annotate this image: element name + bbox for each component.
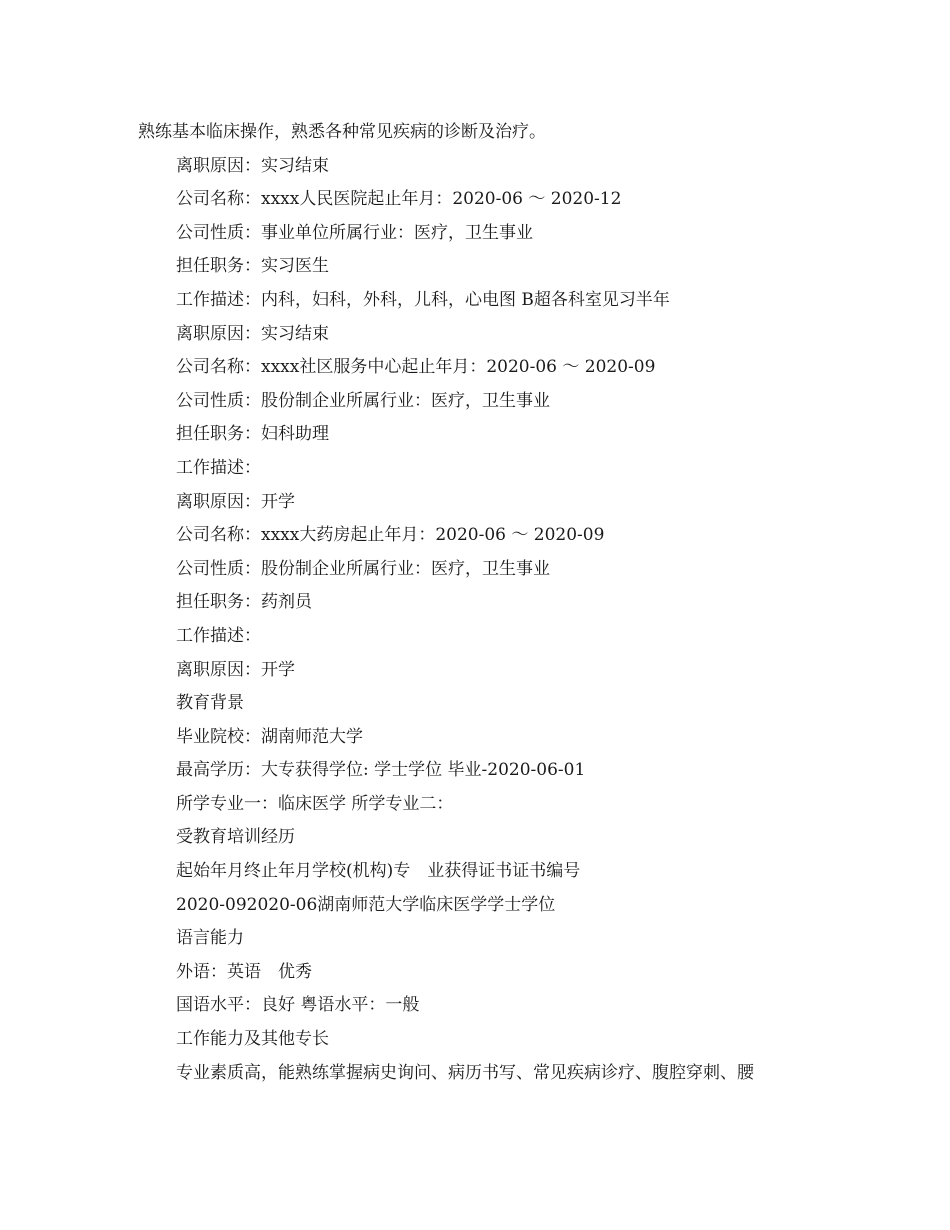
text-line: 工作描述：内科，妇科，外科，儿科，心电图 B超各科室见习半年 xyxy=(176,289,670,310)
text-line: 公司性质：事业单位所属行业：医疗，卫生事业 xyxy=(176,222,533,243)
text-line: 离职原因：实习结束 xyxy=(176,323,329,344)
text-line: 国语水平：良好 粤语水平：一般 xyxy=(176,995,420,1016)
text-line: 公司名称：xxxx大药房起止年月：2020-06 ～ 2020-09 xyxy=(176,525,605,546)
text-line: 外语：英语 优秀 xyxy=(176,961,312,982)
text-line: 公司性质：股份制企业所属行业：医疗，卫生事业 xyxy=(176,558,550,579)
text-line: 离职原因：开学 xyxy=(176,659,295,680)
text-line: 担任职务：药剂员 xyxy=(176,592,312,613)
text-line: 担任职务：实习医生 xyxy=(176,256,329,277)
text-line: 公司性质：股份制企业所属行业：医疗，卫生事业 xyxy=(176,390,550,411)
text-line: 公司名称：xxxx人民医院起止年月：2020-06 ～ 2020-12 xyxy=(176,189,622,210)
text-line: 工作描述： xyxy=(176,457,261,478)
text-line: 工作描述： xyxy=(176,625,261,646)
text-line: 2020-092020-06湖南师范大学临床医学学士学位 xyxy=(176,894,556,915)
text-line: 最高学历：大专获得学位: 学士学位 毕业-2020-06-01 xyxy=(176,760,586,781)
text-line: 语言能力 xyxy=(176,928,244,949)
text-line: 教育背景 xyxy=(176,693,244,714)
text-line: 起始年月终止年月学校(机构)专 业获得证书证书编号 xyxy=(176,861,581,882)
text-line: 专业素质高，能熟练掌握病史询问、病历书写、常见疾病诊疗、腹腔穿刺、腰 xyxy=(176,1062,754,1083)
text-line: 毕业院校：湖南师范大学 xyxy=(176,726,363,747)
text-line: 受教育培训经历 xyxy=(176,827,295,848)
text-line: 担任职务：妇科助理 xyxy=(176,424,329,445)
document-body xyxy=(138,116,838,1090)
text-line: 离职原因：实习结束 xyxy=(176,155,329,176)
text-line: 熟练基本临床操作，熟悉各种常见疾病的诊断及治疗。 xyxy=(138,122,546,142)
text-line: 所学专业一：临床医学 所学专业二： xyxy=(176,793,454,814)
text-line: 公司名称：xxxx社区服务中心起止年月：2020-06 ～ 2020-09 xyxy=(176,357,656,378)
text-line: 离职原因：开学 xyxy=(176,491,295,512)
text-line: 工作能力及其他专长 xyxy=(176,1029,329,1050)
